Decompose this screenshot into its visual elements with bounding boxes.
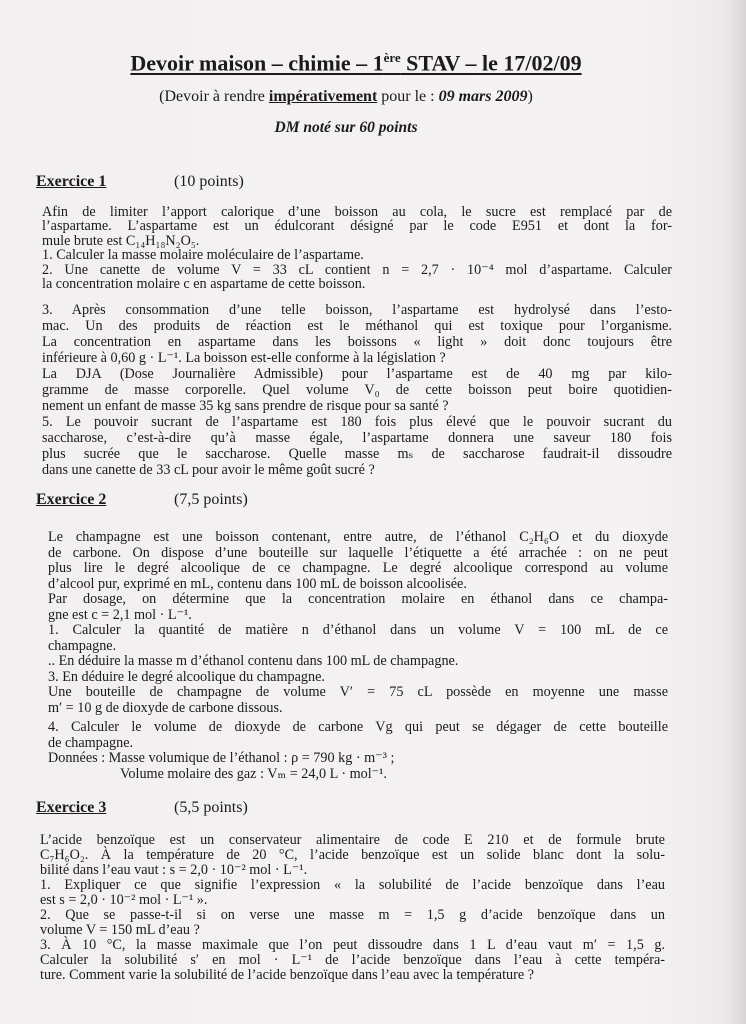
title-text: Devoir maison – chimie – 1 [130,50,384,76]
text-line: d’alcool pur, exprimé en mL, contenu dans 100 mL de boisson alcoolisée. [48,575,467,592]
due-date-line [0,88,692,106]
text-line: Le champagne est une boisson contenant, entre autre, de l’éthanol C₂H₆O et du dioxyde [48,529,668,545]
text-line: gne est c = 2,1 mol · L⁻¹. [48,606,192,623]
exercise-label: Exercice 3 [36,799,107,816]
text-line: 2. Une canette de volume V = 33 cL contient n = 2,7 · 10⁻⁴ mol d’aspartame. Calculer [42,261,672,278]
text-line: Données : Masse volumique de l’éthanol : ρ = 790 kg · m⁻³ ; [48,750,395,766]
text-line: plus sucrée que le saccharose. Quelle masse mₛ de saccharose faudrait-il dissoudre [42,446,672,463]
text-line: Afin de limiter l’apport calorique d’une boisson au cola, le sucre est remplacé par de [42,204,672,220]
exercise-label: Exercice 1 [36,173,107,190]
exercise-1-body [42,205,672,478]
paragraph [42,414,672,478]
subtitle-text: ) [527,88,533,105]
paragraph [48,654,668,670]
paragraph [48,767,668,783]
text-line: l’aspartame. L’aspartame est un édulcorant désigné par le code E951 et dont la for- [42,218,672,235]
exercise-label: Exercice 2 [36,491,107,508]
text-line: Calculer la solubilité s′ en mol · L⁻¹ de l’acide benzoïque dans l’eau à cette tempéra- [40,952,665,968]
paragraph [48,530,668,592]
paragraph [42,263,672,292]
text-line: .. En déduire la masse m d’éthanol contenu dans 100 mL de champagne. [48,653,459,669]
paragraph [48,751,668,767]
grading-note: DM noté sur 60 points [274,119,418,136]
text-line: La concentration en aspartame dans les boissons « light » doit donc toujours être [42,334,672,351]
text-line: nement un enfant de masse 35 kg sans prendre de risque pour sa santé ? [42,398,449,415]
subtitle-text: (Devoir à rendre [159,88,269,105]
text-line: mac. Un des produits de réaction est le méthanol qui est toxique pour l’organisme. [42,318,672,335]
exercise-points: (7,5 points) [174,491,248,508]
text-line: 5. Le pouvoir sucrant de l’aspartame est 180 fois plus élevé que le pouvoir sucrant du [42,414,672,431]
paragraph [40,938,665,983]
text-line: mule brute est C₁₄H₁₈N₂O₅. [42,232,200,249]
title-superscript: ère [383,50,401,65]
paragraph [42,302,672,366]
text-line: Une bouteille de champagne de volume V′ = 75 cL possède en moyenne une masse [48,684,668,700]
paragraph [42,248,672,262]
text-line: 1. Calculer la masse molaire moléculaire de l’aspartame. [42,247,364,264]
text-line: de champagne. [48,734,134,751]
text-line: C₇H₆O₂. À la température de 20 °C, l’acide benzoïque est un solide blanc dont la solu- [40,847,665,863]
text-line: est s = 2,0 · 10⁻² mol · L⁻¹ ». [40,892,208,908]
text-line: Volume molaire des gaz : Vₘ = 24,0 L · mol⁻¹. [120,765,387,782]
text-line: plus lire le degré alcoolique de ce champagne. Le degré alcoolique correspond au volume [48,560,668,576]
text-line: 1. Calculer la quantité de matière n d’éthanol dans un volume V = 100 mL de ce [48,622,668,638]
text-line: champagne. [48,637,117,654]
text-line: bilité dans l’eau vaut : s = 2,0 · 10⁻² mol · L⁻¹. [40,862,308,878]
text-line: 3. À 10 °C, la masse maximale que l’on peut dissoudre dans 1 L d’eau vaut m′ = 1,5 g. [40,937,665,953]
text-line: 1. Expliquer ce que signifie l’expression « la solubilité de l’acide benzoïque dans l’eau [40,877,665,893]
text-line: inférieure à 0,60 g · L⁻¹. La boisson est-elle conforme à la législation ? [42,350,446,367]
paragraph [48,720,668,751]
subtitle-text: pour le : [377,88,439,105]
due-date: 09 mars 2009 [438,88,528,105]
exercise-points: (5,5 points) [174,799,248,816]
text-line: volume V = 150 mL d’eau ? [40,922,200,938]
text-line: m′ = 10 g de dioxyde de carbone dissous. [48,699,283,716]
text-line: ture. Comment varie la solubilité de l’acide benzoïque dans l’eau avec la température ? [40,967,534,983]
paragraph [42,205,672,248]
text-line: saccharose, c’est-à-dire qu’à masse égale, l’aspartame donnera une saveur 180 fois [42,430,672,447]
paragraph [42,366,672,414]
text-line: La DJA (Dose Journalière Admissible) pour l’aspartame est de 40 mg par kilo- [42,366,672,383]
exercise-3-body [40,833,665,983]
exercise-points: (10 points) [174,173,244,190]
text-line: 2. Que se passe-t-il si on verse une masse m = 1,5 g d’acide benzoïque dans un [40,907,665,923]
paragraph [48,623,668,654]
paragraph [48,592,668,623]
text-line: 3. Après consommation d’une telle boisson, l’aspartame est hydrolysé dans l’esto- [42,302,672,319]
paragraph [48,685,668,716]
paragraph [48,670,668,686]
text-line: dans une canette de 33 cL pour avoir le même goût sucré ? [42,462,375,479]
text-line: 3. En déduire le degré alcoolique du champagne. [48,668,325,685]
text-line: de carbone. On dispose d’une bouteille sur laquelle l’étiquette a été arrachée : on ne peut [48,544,668,561]
text-line: gramme de masse corporelle. Quel volume V₀ de cette boisson peut boire quotidien- [42,382,672,399]
paragraph [40,878,665,908]
text-line: 4. Calculer le volume de dioxyde de carbone Vg qui peut se dégager de cette bouteille [48,719,668,735]
paragraph [40,833,665,878]
title-text-rest: STAV – le 17/02/09 [400,50,582,76]
page-title [0,50,712,76]
paragraph [40,908,665,938]
text-line: Par dosage, on détermine que la concentration molaire en éthanol dans ce champa- [48,591,668,607]
text-line: L’acide benzoïque est un conservateur alimentaire de code E 210 et de formule brute [40,832,665,848]
exercise-2-body [48,530,668,782]
subtitle-emphasis: impérativement [268,88,378,105]
text-line: la concentration molaire c en aspartame de cette boisson. [42,276,366,293]
